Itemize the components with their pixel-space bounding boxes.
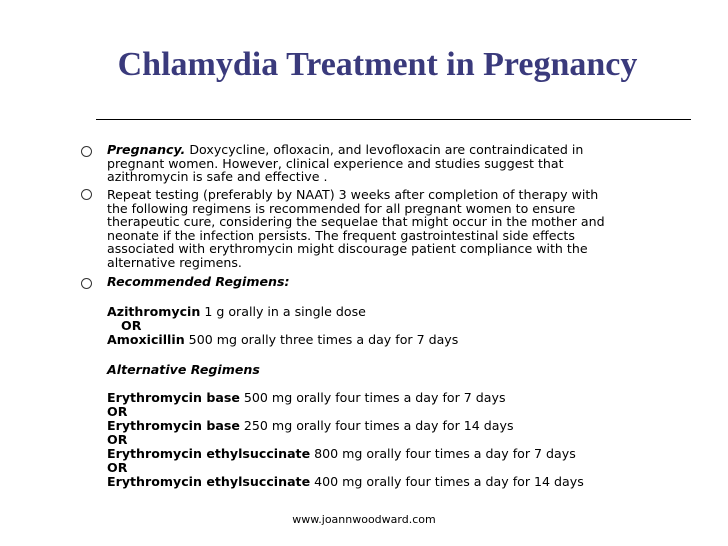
- repeat-line-5: associated with erythromycin might discourage patient compliance with the: [107, 241, 588, 256]
- pregnancy-paragraph: [107, 143, 707, 184]
- drug-name: Erythromycin ethylsuccinate: [107, 446, 311, 461]
- drug-name: Azithromycin: [107, 304, 201, 319]
- hollow-circle-bullet-icon: [81, 189, 92, 200]
- repeat-line-2: the following regimens is recommended for all pregnant women to ensure: [107, 200, 576, 216]
- regimen-line: [107, 474, 584, 489]
- footer-website: www.joannwoodward.com: [292, 513, 436, 526]
- recommended-heading: Recommended Regimens:: [107, 274, 290, 289]
- dose-text: 500 mg orally three times a day for 7 days: [184, 332, 459, 347]
- dose-text: 500 mg orally four times a day for 7 days: [239, 390, 506, 405]
- hollow-circle-bullet-icon: [81, 278, 92, 289]
- repeat-line-6: alternative regimens.: [107, 254, 242, 270]
- regimen-line: [107, 332, 458, 347]
- alternative-heading: Alternative Regimens: [107, 362, 260, 377]
- drug-name: Erythromycin base: [107, 390, 240, 405]
- pregnancy-line-1: Doxycycline, ofloxacin, and levofloxacin are contraindicated in: [185, 142, 584, 157]
- dose-text: 250 mg orally four times a day for 14 days: [239, 418, 514, 433]
- pregnancy-lead: Pregnancy.: [107, 142, 186, 157]
- or-connector: OR: [121, 318, 142, 333]
- repeat-testing-paragraph: [107, 188, 707, 269]
- regimen-line: [107, 418, 514, 433]
- pregnancy-line-2: pregnant women. However, clinical experience and studies suggest that: [107, 155, 564, 171]
- regimen-line: [107, 304, 366, 319]
- repeat-line-1: Repeat testing (preferably by NAAT) 3 weeks after completion of therapy with: [107, 187, 599, 202]
- dose-text: 800 mg orally four times a day for 7 days: [310, 446, 576, 461]
- repeat-line-3: therapeutic cure, considering the sequelae that might occur in the mother and: [107, 214, 605, 229]
- or-connector: OR: [107, 404, 128, 419]
- dose-text: 400 mg orally four times a day for 14 days: [310, 474, 584, 489]
- dose-text: 1 g orally in a single dose: [200, 304, 366, 319]
- or-connector: OR: [107, 432, 128, 447]
- regimen-line: [107, 390, 506, 405]
- drug-name: Erythromycin ethylsuccinate: [107, 474, 311, 489]
- drug-name: Amoxicillin: [107, 332, 185, 347]
- title-divider: [96, 119, 691, 120]
- regimen-line: [107, 446, 576, 461]
- slide-title: Chlamydia Treatment in Pregnancy: [117, 46, 638, 83]
- drug-name: Erythromycin base: [107, 418, 240, 433]
- pregnancy-line-3: azithromycin is safe and effective .: [107, 169, 328, 184]
- repeat-line-4: neonate if the infection persists. The frequent gastrointestinal side effects: [107, 227, 575, 243]
- or-connector: OR: [107, 460, 128, 475]
- hollow-circle-bullet-icon: [81, 146, 92, 157]
